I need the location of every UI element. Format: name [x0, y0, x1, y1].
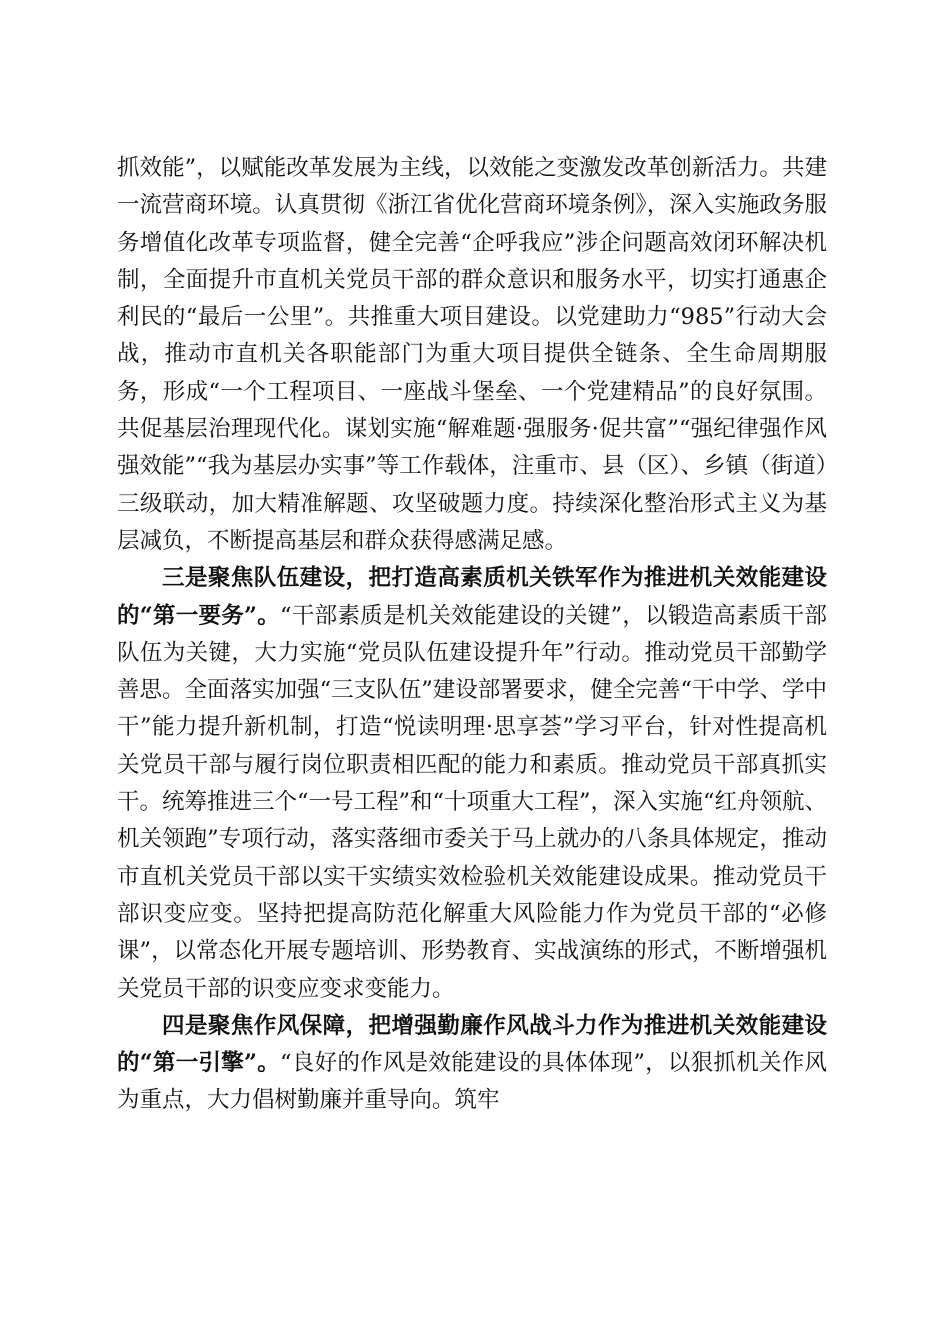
- paragraph-1-text: 抓效能”，以赋能改革发展为主线，以效能之变激发改革创新活力。共建一流营商环境。认真贯彻《浙江省优化营商环境条例》，深入实施政务服务增值化改革专项监督，健全完善“企呼我应”涉企问题高效闭环解决机制，全面提升市直机关党员干部的群众意识和服务水平，切实打通惠企利民的“最后一公里”。共推重大项目建设。以党建助力“985”行动大会战，推动市直机关各职能部门为重大项目提供全链条、全生命周期服务，形成“一个工程项目、一座战斗堡垒、一个党建精品”的良好氛围。共促基层治理现代化。谋划实施“解难题·强服务·促共富”“强纪律强作风强效能”“我为基层办实事”等工作载体，注重市、县（区）、乡镇（街道）三级联动，加大精准解题、攻坚破题力度。持续深化整治形式主义为基层减负，不断提高基层和群众获得感满足感。: [117, 155, 827, 554]
- paragraph-2-heading: 三是聚焦队伍建设，把打造高素质机关铁军作为推进机关效能建设的“第一要务”。: [117, 565, 827, 629]
- paragraph-2: [117, 560, 827, 1008]
- paragraph-1: [117, 150, 827, 560]
- paragraph-3-text: “良好的作风是效能建设的具体体现”，以狠抓机关作风为重点，大力倡树勤廉并重导向。筑牢: [117, 1050, 827, 1114]
- paragraph-3-heading: 四是聚焦作风保障，把增强勤廉作风战斗力作为推进机关效能建设的“第一引擎”。: [117, 1012, 827, 1077]
- paragraph-2-text: “干部素质是机关效能建设的关键”，以锻造高素质干部队伍为关键，大力实施“党员队伍建设提升年”行动。推动党员干部勤学善思。全面落实加强“三支队伍”建设部署要求，健全完善“干中学、学中干”能力提升新机制，打造“悦读明理·思享荟”学习平台，针对性提高机关党员干部与履行岗位职责相匹配的能力和素质。推动党员干部真抓实干。统筹推进三个“一号工程”和“十项重大工程”，深入实施“红舟领航、机关领跑”专项行动，落实落细市委关于马上就办的八条具体规定，推动市直机关党员干部以实干实绩实效检验机关效能建设成果。推动党员干部识变应变。坚持把提高防范化解重大风险能力作为党员干部的“必修课”，以常态化开展专题培训、形势教育、实战演练的形式，不断增强机关党员干部的识变应变求变能力。: [117, 602, 828, 1002]
- document-body: [117, 150, 827, 1120]
- paragraph-3: [117, 1008, 827, 1120]
